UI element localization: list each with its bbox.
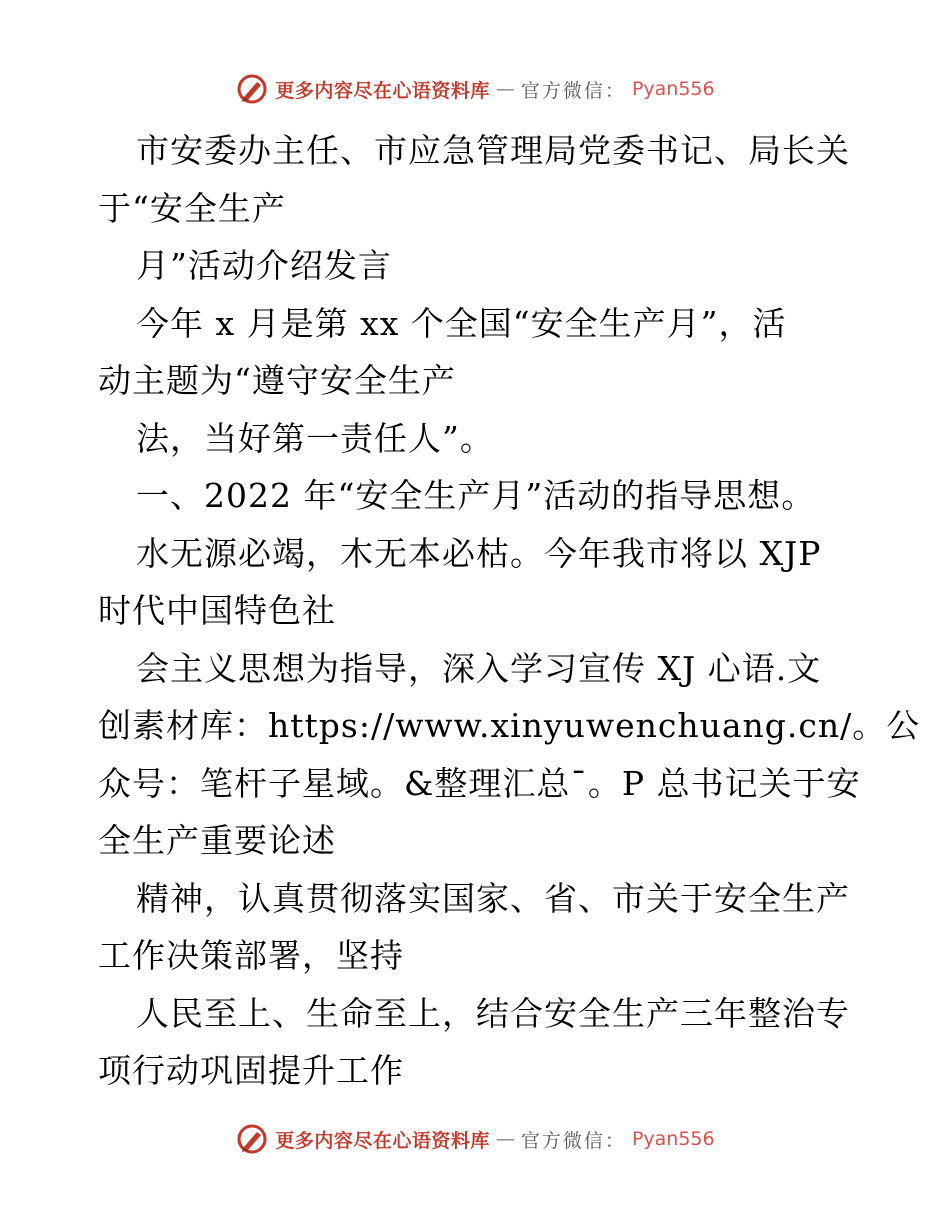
text-line: 工作决策部署，坚持 — [98, 936, 404, 975]
page-footer-watermark — [0, 1122, 950, 1156]
text-line: 动主题为“遵守安全生产 — [98, 361, 456, 400]
text-line: 精神，认真贯彻落实国家、省、市关于安全生产 — [136, 878, 850, 918]
text-line: 众号：笔杆子星域。&整理汇总¯。P 总书记关于安 — [98, 763, 861, 803]
header-wechat-label: 官方微信： — [520, 79, 626, 102]
text-line: 会主义思想为指导，深入学习宣传 XJ 心语.文 — [136, 648, 822, 688]
text-line: 市安委办主任、市应急管理局党委书记、局长关 — [136, 131, 850, 170]
text-line: 一、2022 年“安全生产月”活动的指导思想。 — [136, 476, 816, 515]
text-line: 创素材库：https://www.xinyuwenchuang.cn/。公 — [98, 706, 921, 745]
text-line: 月”活动介绍发言 — [136, 246, 392, 285]
pen-logo-icon — [235, 72, 269, 106]
page-header-watermark — [0, 72, 950, 106]
footer-wechat-label: 官方微信： — [520, 1129, 626, 1152]
header-brand-text: 更多内容尽在心语资料库 — [275, 79, 490, 102]
footer-dash: — — [495, 1128, 515, 1150]
header-dash: — — [495, 78, 515, 100]
document-body — [98, 122, 921, 1100]
pen-logo-icon — [235, 1122, 269, 1156]
text-line: 今年 x 月是第 xx 个全国“安全生产月”，活 — [136, 303, 787, 343]
footer-wechat-id: Pyan556 — [631, 1128, 715, 1150]
header-wechat-id: Pyan556 — [631, 78, 715, 100]
text-line: 人民至上、生命至上，结合安全生产三年整治专 — [136, 993, 850, 1033]
text-line: 全生产重要论述 — [98, 821, 336, 860]
text-line: 水无源必竭，木无本必枯。今年我市将以 XJP — [136, 533, 822, 573]
text-line: 时代中国特色社 — [98, 591, 336, 630]
text-line: 项行动巩固提升工作 — [98, 1051, 404, 1090]
text-line: 于“安全生产 — [98, 188, 286, 228]
text-line: 法，当好第一责任人”。 — [136, 418, 494, 458]
footer-brand-text: 更多内容尽在心语资料库 — [275, 1129, 490, 1152]
